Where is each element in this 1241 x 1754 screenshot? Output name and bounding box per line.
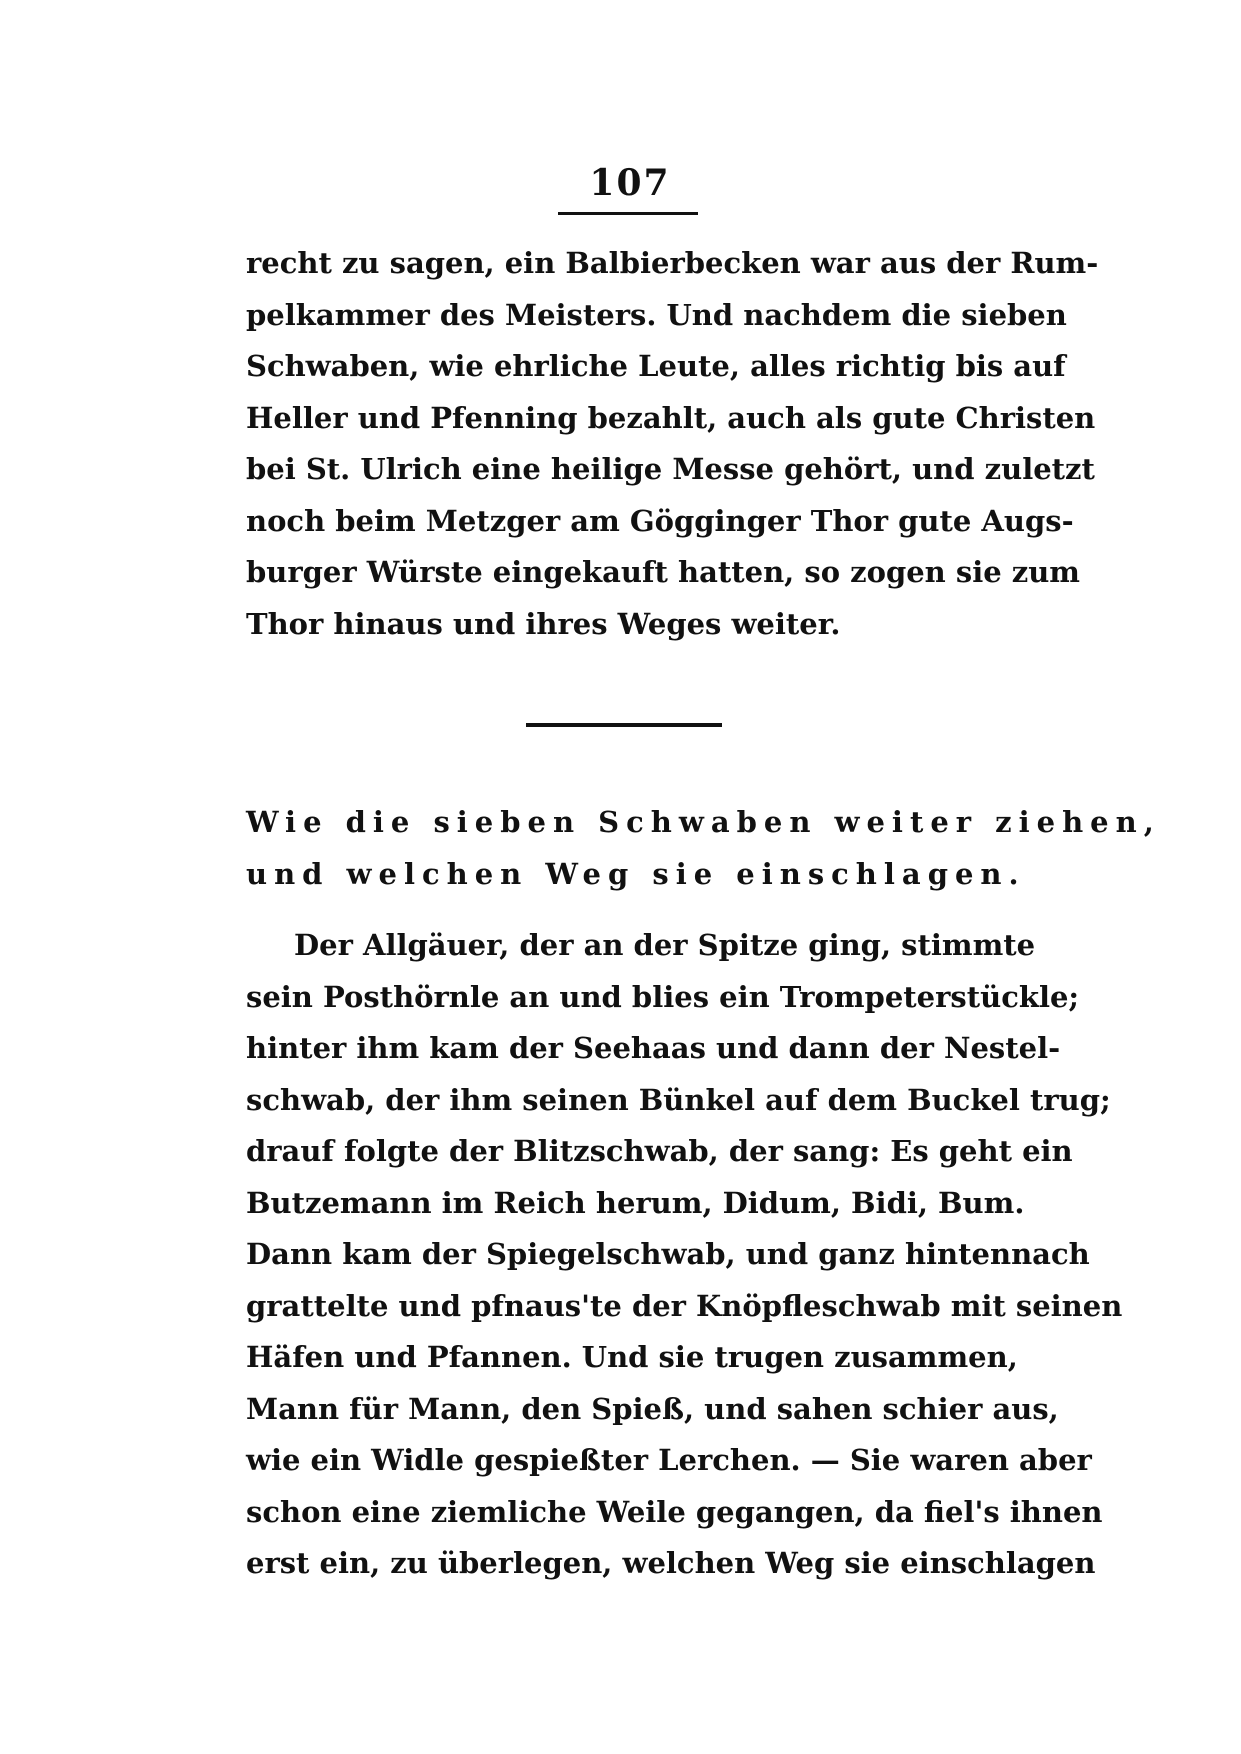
text-line: drauf folgte der Blitzschwab, der sang: Es geht ein (246, 1134, 1073, 1168)
text-line: Dann kam der Spiegelschwab, und ganz hintennach (246, 1237, 1090, 1271)
text-line: grattelte und pfnaus'te der Knöpfleschwab mit seinen (246, 1288, 1123, 1323)
text-line: burger Würste eingekauft hatten, so zogen sie zum (246, 555, 1080, 589)
text-line: Butzemann im Reich herum, Didum, Bidi, Bum. (246, 1185, 1025, 1220)
text-line: Schwaben, wie ehrliche Leute, alles richtig bis auf (246, 349, 1066, 383)
text-line: schwab, der ihm seinen Bünkel auf dem Buckel trug; (246, 1082, 1111, 1117)
heading-line: Wie die sieben Schwaben weiter ziehen, (246, 805, 1161, 839)
text-line: noch beim Metzger am Gögginger Thor gute Augs- (246, 503, 1074, 538)
paragraph-bottom (246, 920, 1123, 1590)
text-line: Der Allgäuer, der an der Spitze ging, stimmte (294, 928, 1036, 962)
text-line: erst ein, zu überlegen, welchen Weg sie einschlagen (246, 1546, 1096, 1580)
text-line: Mann für Mann, den Spieß, und sahen schier aus, (246, 1391, 1059, 1426)
page-number-rule (558, 212, 698, 215)
page-number: 107 (589, 162, 671, 204)
section-divider (526, 723, 722, 727)
text-line: schon eine ziemliche Weile gegangen, da fiel's ihnen (246, 1494, 1103, 1529)
text-line: Heller und Pfenning bezahlt, auch als gute Christen (246, 400, 1096, 435)
text-line: recht zu sagen, ein Balbierbecken war aus der Rum- (246, 246, 1099, 280)
chapter-heading (246, 796, 1161, 900)
heading-line: und welchen Weg sie einschlagen. (246, 857, 1026, 891)
text-line: bei St. Ulrich eine heilige Messe gehört, und zuletzt (246, 452, 1095, 486)
text-line: pelkammer des Meisters. Und nachdem die sieben (246, 297, 1067, 332)
paragraph-top (246, 238, 1099, 650)
text-line: Thor hinaus und ihres Weges weiter. (246, 606, 841, 641)
text-line: hinter ihm kam der Seehaas und dann der Nestel- (246, 1031, 1061, 1065)
text-line: Häfen und Pfannen. Und sie trugen zusammen, (246, 1340, 1018, 1374)
text-line: sein Posthörnle an und blies ein Trompeterstückle; (246, 979, 1080, 1014)
text-line: wie ein Widle gespießter Lerchen. — Sie waren aber (246, 1443, 1092, 1477)
